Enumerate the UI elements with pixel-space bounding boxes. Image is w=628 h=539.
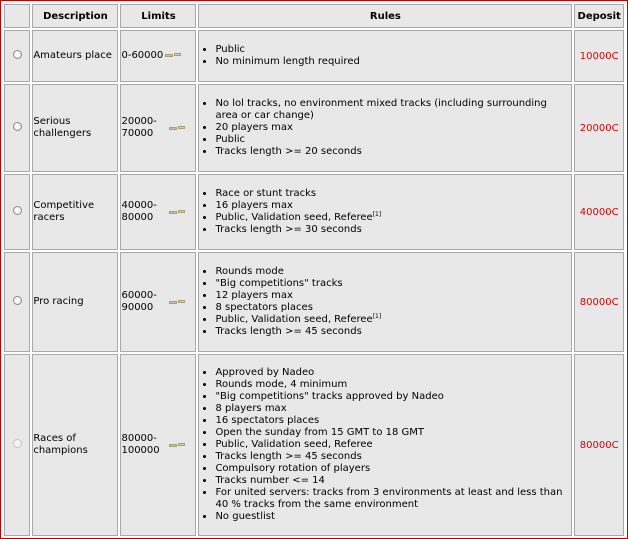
limits-text: 40000- [121, 200, 157, 211]
description-text: Pro racing [33, 296, 84, 307]
rule-item [215, 44, 571, 56]
limits-cell [120, 84, 196, 172]
rule-text: Rounds mode [215, 266, 284, 277]
limits-cell [120, 354, 196, 536]
deposit-value: 10000C [574, 30, 624, 82]
table-body [4, 30, 624, 536]
rule-item [215, 391, 571, 403]
currency-coins-icon [169, 300, 185, 305]
rule-item [215, 98, 571, 122]
radio-button-icon[interactable] [13, 122, 22, 131]
limits-text: 60000- [121, 290, 157, 301]
limits-text: 20000- [121, 116, 157, 127]
rule-text: Tracks length >= 20 seconds [215, 146, 362, 157]
footnote-reference-link[interactable]: [1] [372, 313, 382, 320]
rule-item [215, 212, 571, 224]
header-limits: Limits [120, 4, 196, 28]
rule-item [215, 200, 571, 212]
radio-button-icon[interactable] [13, 296, 22, 305]
rule-item [215, 290, 571, 302]
rule-text: Race or stunt tracks [215, 188, 317, 199]
rule-text: No lol tracks, no environment mixed tracks (including surrounding area or car change) [215, 98, 547, 121]
rule-text: Rounds mode, 4 minimum [215, 379, 348, 390]
currency-coins-icon [169, 126, 185, 131]
rule-item [215, 224, 571, 236]
limits-text: 90000 [121, 302, 154, 313]
rule-item [215, 302, 571, 314]
deposit-value: 80000C [574, 252, 624, 352]
footnote-reference-link[interactable]: [1] [372, 211, 382, 218]
rule-item [215, 403, 571, 415]
table-row[interactable] [4, 30, 624, 82]
rule-item [215, 56, 571, 68]
rules-cell [198, 30, 572, 82]
description-text: challengers [33, 128, 92, 139]
rule-text: Tracks length >= 45 seconds [215, 326, 362, 337]
description-cell [32, 84, 118, 172]
limits-cell [120, 30, 196, 82]
rule-text: 20 players max [215, 122, 293, 133]
limits-cell [120, 174, 196, 250]
rule-text: Public, Validation seed, Referee [215, 439, 373, 450]
rule-item [215, 379, 571, 391]
rules-list [199, 188, 571, 236]
description-text: racers [33, 212, 65, 223]
limits-text: 80000- [121, 433, 157, 444]
rule-item [215, 266, 571, 278]
rule-item [215, 487, 571, 511]
server-category-table [2, 2, 626, 538]
header-description: Description [32, 4, 118, 28]
description-text: Serious [33, 116, 71, 127]
select-cell [4, 252, 30, 352]
rules-cell [198, 174, 572, 250]
rule-text: Public, Validation seed, Referee [215, 212, 373, 223]
description-cell [32, 252, 118, 352]
description-text: champions [33, 445, 88, 456]
rule-item [215, 146, 571, 158]
rule-item [215, 134, 571, 146]
radio-button-icon[interactable] [13, 206, 22, 215]
rule-item [215, 439, 571, 451]
rule-item [215, 415, 571, 427]
rule-text: For united servers: tracks from 3 environments at least and less than 40 % tracks from the same environment [215, 487, 563, 510]
rules-cell [198, 252, 572, 352]
table-row[interactable] [4, 252, 624, 352]
rules-cell [198, 84, 572, 172]
rule-text: 8 players max [215, 403, 287, 414]
header-select-cell [4, 4, 30, 28]
table-row[interactable] [4, 354, 624, 536]
deposit-value: 20000C [574, 84, 624, 172]
limits-text: 70000 [121, 128, 154, 139]
description-text: Amateurs place [33, 50, 112, 61]
rule-text: 16 players max [215, 200, 293, 211]
description-text: Competitive [33, 200, 95, 211]
rules-list [199, 98, 571, 158]
currency-coins-icon [169, 210, 185, 215]
radio-button-icon[interactable] [13, 50, 22, 59]
rule-text: Tracks length >= 30 seconds [215, 224, 362, 235]
description-text: Races of [33, 433, 76, 444]
rule-item [215, 314, 571, 326]
deposit-value: 40000C [574, 174, 624, 250]
rule-item [215, 367, 571, 379]
rule-text: Public [215, 134, 246, 145]
rule-text: 8 spectators places [215, 302, 313, 313]
table-row[interactable] [4, 84, 624, 172]
select-cell [4, 174, 30, 250]
rule-text: 16 spectators places [215, 415, 320, 426]
rule-item [215, 451, 571, 463]
rule-text: Compulsory rotation of players [215, 463, 371, 474]
rule-text: 12 players max [215, 290, 293, 301]
description-cell [32, 174, 118, 250]
rules-cell [198, 354, 572, 536]
rule-item [215, 511, 571, 523]
rule-text: Public, Validation seed, Referee [215, 314, 373, 325]
rules-list [199, 367, 571, 523]
rules-list [199, 266, 571, 338]
header-row [4, 4, 624, 28]
rule-item [215, 427, 571, 439]
limits-text: 100000 [121, 445, 160, 456]
select-cell [4, 84, 30, 172]
table-row[interactable] [4, 174, 624, 250]
limits-text: 0-60000 [121, 49, 164, 61]
currency-coins-icon [165, 53, 181, 58]
rule-item [215, 463, 571, 475]
rule-text: Public [215, 44, 246, 55]
limits-cell [120, 252, 196, 352]
rule-item [215, 278, 571, 290]
deposit-value: 80000C [574, 354, 624, 536]
description-cell [32, 354, 118, 536]
rule-text: "Big competitions" tracks approved by Nadeo [215, 391, 444, 402]
rule-item [215, 188, 571, 200]
rule-item [215, 326, 571, 338]
rule-text: Approved by Nadeo [215, 367, 315, 378]
rule-text: Tracks number <= 14 [215, 475, 325, 486]
limits-text: 80000 [121, 212, 154, 223]
header-deposit: Deposit [574, 4, 624, 28]
select-cell [4, 354, 30, 536]
rule-text: Open the sunday from 15 GMT to 18 GMT [215, 427, 425, 438]
rule-text: Tracks length >= 45 seconds [215, 451, 362, 462]
rule-text: No guestlist [215, 511, 275, 522]
rule-text: No minimum length required [215, 56, 360, 67]
rule-text: "Big competitions" tracks [215, 278, 343, 289]
currency-coins-icon [169, 443, 185, 448]
rule-item [215, 122, 571, 134]
description-cell [32, 30, 118, 82]
select-cell [4, 30, 30, 82]
header-rules: Rules [198, 4, 572, 28]
rules-list [199, 44, 571, 68]
rule-item [215, 475, 571, 487]
radio-button-icon [13, 439, 22, 448]
